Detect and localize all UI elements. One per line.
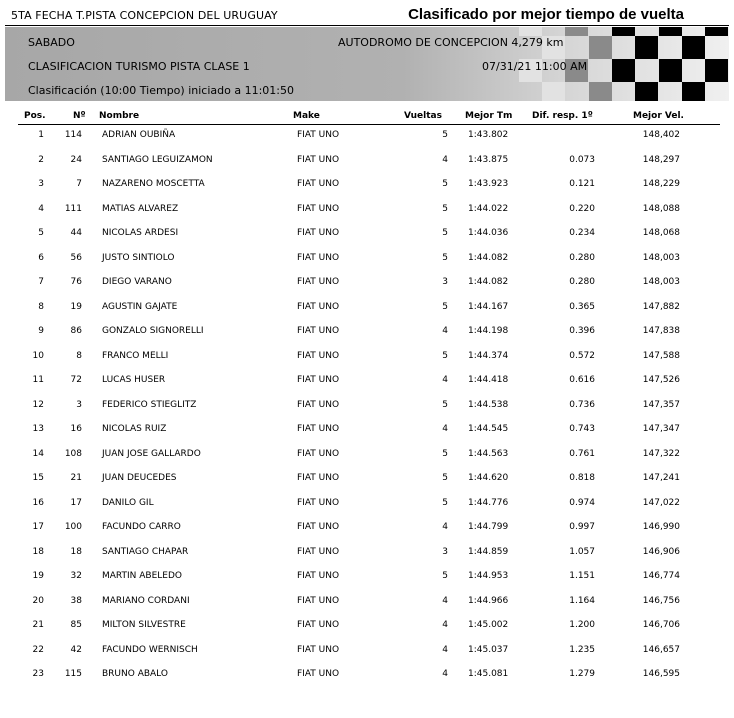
cell-number: 17: [70, 497, 82, 508]
cell-pos: 17: [32, 522, 44, 532]
cell-make: FIAT UNO: [297, 473, 340, 483]
cell-pos: 4: [38, 203, 44, 214]
table-header-divider: [18, 124, 720, 125]
cell-number: 24: [70, 154, 82, 165]
cell-pos: 13: [32, 424, 44, 434]
cell-pos: 8: [38, 301, 44, 312]
cell-best-speed: 147,357: [642, 399, 680, 410]
cell-best-time: 1:45.081: [468, 669, 509, 679]
cell-laps: 4: [442, 424, 448, 434]
cell-driver-name: NAZARENO MOSCETTA: [102, 179, 205, 189]
cell-best-speed: 146,756: [642, 595, 680, 606]
cell-driver-name: MATIAS ALVAREZ: [102, 203, 179, 214]
cell-laps: 5: [442, 301, 448, 312]
cell-pos: 11: [32, 375, 44, 385]
cell-pos: 14: [32, 448, 44, 459]
cell-laps: 5: [442, 179, 448, 189]
table-row: [0, 398, 734, 414]
cell-best-time: 1:44.859: [468, 546, 509, 557]
cell-driver-name: ADRIAN OUBIÑA: [102, 130, 176, 140]
cell-best-time: 1:43.802: [468, 130, 509, 140]
cell-laps: 4: [442, 644, 448, 655]
cell-gap: 1.235: [569, 644, 595, 655]
cell-make: FIAT UNO: [297, 522, 340, 532]
cell-best-speed: 148,297: [642, 154, 680, 165]
cell-make: FIAT UNO: [297, 571, 340, 581]
table-row: [0, 300, 734, 316]
cell-driver-name: JUSTO SINTIOLO: [102, 252, 175, 263]
cell-pos: 3: [38, 179, 44, 189]
cell-gap: 1.200: [569, 620, 595, 630]
cell-number: 100: [64, 522, 82, 532]
cell-best-speed: 147,526: [642, 375, 680, 385]
table-row: [0, 520, 734, 536]
session-datetime: 07/31/21 11:00 AM: [482, 60, 588, 73]
cell-number: 115: [64, 669, 82, 679]
cell-number: 86: [70, 326, 82, 336]
cell-gap: 0.365: [569, 301, 595, 312]
cell-best-time: 1:44.538: [468, 399, 509, 410]
col-best-time: Mejor Tm: [465, 111, 513, 121]
cell-pos: 5: [38, 228, 44, 238]
cell-make: FIAT UNO: [297, 228, 340, 238]
table-row: [0, 324, 734, 340]
cell-best-time: 1:44.545: [468, 424, 509, 434]
cell-make: FIAT UNO: [297, 130, 340, 140]
cell-pos: 6: [38, 252, 44, 263]
cell-gap: 0.974: [569, 497, 595, 508]
cell-driver-name: BRUNO ABALO: [102, 669, 168, 679]
cell-pos: 7: [38, 277, 44, 287]
cell-best-time: 1:44.022: [468, 203, 509, 214]
cell-driver-name: NICOLAS RUIZ: [102, 424, 167, 434]
col-name: Nombre: [99, 111, 140, 121]
cell-make: FIAT UNO: [297, 375, 340, 385]
cell-driver-name: AGUSTIN GAJATE: [102, 301, 178, 312]
cell-gap: 0.818: [569, 473, 595, 483]
cell-best-time: 1:44.620: [468, 473, 509, 483]
cell-driver-name: FACUNDO CARRO: [102, 522, 181, 532]
cell-number: 111: [64, 203, 82, 214]
table-row: [0, 153, 734, 169]
cell-number: 56: [70, 252, 82, 263]
cell-make: FIAT UNO: [297, 350, 340, 361]
cell-laps: 5: [442, 350, 448, 361]
cell-laps: 4: [442, 522, 448, 532]
cell-gap: 0.997: [569, 522, 595, 532]
table-row: [0, 128, 734, 144]
cell-make: FIAT UNO: [297, 546, 340, 557]
cell-best-time: 1:45.037: [468, 644, 509, 655]
col-best-speed: Mejor Vel.: [633, 111, 684, 121]
cell-best-speed: 146,657: [642, 644, 680, 655]
cell-laps: 5: [442, 130, 448, 140]
table-row: [0, 177, 734, 193]
cell-number: 32: [70, 571, 82, 581]
table-row: [0, 471, 734, 487]
cell-best-time: 1:44.082: [468, 277, 509, 287]
cell-number: 72: [70, 375, 82, 385]
session-banner: [5, 27, 729, 101]
cell-driver-name: SANTIAGO LEGUIZAMON: [102, 154, 213, 165]
table-row: [0, 618, 734, 634]
cell-driver-name: DIEGO VARANO: [102, 277, 172, 287]
col-laps: Vueltas: [404, 111, 442, 121]
cell-number: 42: [70, 644, 82, 655]
cell-number: 3: [76, 399, 82, 410]
col-number: Nº: [73, 111, 86, 121]
cell-make: FIAT UNO: [297, 301, 340, 312]
cell-best-time: 1:44.418: [468, 375, 509, 385]
col-pos: Pos.: [24, 111, 46, 121]
cell-make: FIAT UNO: [297, 669, 340, 679]
cell-best-speed: 148,003: [642, 252, 680, 263]
cell-number: 19: [70, 301, 82, 312]
cell-number: 108: [64, 448, 82, 459]
cell-best-speed: 147,347: [642, 424, 680, 434]
cell-best-speed: 148,068: [642, 228, 680, 238]
cell-make: FIAT UNO: [297, 326, 340, 336]
cell-driver-name: JUAN DEUCEDES: [102, 473, 177, 483]
cell-best-time: 1:45.002: [468, 620, 509, 630]
cell-best-speed: 146,706: [642, 620, 680, 630]
cell-best-speed: 148,402: [642, 130, 680, 140]
table-row: [0, 349, 734, 365]
cell-pos: 15: [32, 473, 44, 483]
cell-pos: 19: [32, 571, 44, 581]
col-make: Make: [293, 111, 320, 121]
cell-best-speed: 147,588: [642, 350, 680, 361]
cell-gap: 0.280: [569, 277, 595, 287]
cell-laps: 4: [442, 375, 448, 385]
cell-best-speed: 148,229: [642, 179, 680, 189]
table-row: [0, 643, 734, 659]
cell-number: 18: [70, 546, 82, 557]
cell-number: 7: [76, 179, 82, 189]
cell-laps: 5: [442, 252, 448, 263]
cell-make: FIAT UNO: [297, 252, 340, 263]
cell-driver-name: MILTON SILVESTRE: [102, 620, 186, 630]
cell-gap: 0.220: [569, 203, 595, 214]
cell-best-speed: 147,322: [642, 448, 680, 459]
table-row: [0, 594, 734, 610]
cell-driver-name: DANILO GIL: [102, 497, 154, 508]
cell-make: FIAT UNO: [297, 595, 340, 606]
cell-gap: 0.736: [569, 399, 595, 410]
cell-best-time: 1:44.374: [468, 350, 509, 361]
cell-laps: 5: [442, 399, 448, 410]
cell-pos: 23: [32, 669, 44, 679]
cell-pos: 9: [38, 326, 44, 336]
cell-pos: 22: [32, 644, 44, 655]
cell-number: 38: [70, 595, 82, 606]
table-row: [0, 447, 734, 463]
cell-gap: 0.743: [569, 424, 595, 434]
cell-make: FIAT UNO: [297, 644, 340, 655]
cell-best-time: 1:43.923: [468, 179, 509, 189]
cell-make: FIAT UNO: [297, 497, 340, 508]
cell-number: 21: [70, 473, 82, 483]
cell-make: FIAT UNO: [297, 399, 340, 410]
cell-driver-name: MARTIN ABELEDO: [102, 571, 182, 581]
cell-gap: 0.234: [569, 228, 595, 238]
cell-gap: 1.279: [569, 669, 595, 679]
cell-laps: 4: [442, 620, 448, 630]
col-gap: Dif. resp. 1º: [532, 111, 593, 121]
table-row: [0, 373, 734, 389]
cell-laps: 5: [442, 571, 448, 581]
session-day: SABADO: [28, 36, 75, 49]
cell-driver-name: JUAN JOSE GALLARDO: [102, 448, 201, 459]
cell-best-speed: 146,774: [642, 571, 680, 581]
cell-best-speed: 147,882: [642, 301, 680, 312]
cell-gap: 0.280: [569, 252, 595, 263]
cell-make: FIAT UNO: [297, 424, 340, 434]
header-divider: [5, 25, 729, 26]
cell-laps: 4: [442, 154, 448, 165]
cell-gap: 1.164: [569, 595, 595, 606]
report-title: Clasificado por mejor tiempo de vuelta: [408, 6, 684, 23]
cell-number: 85: [70, 620, 82, 630]
cell-make: FIAT UNO: [297, 448, 340, 459]
cell-driver-name: LUCAS HUSER: [102, 375, 166, 385]
cell-pos: 12: [32, 399, 44, 410]
cell-best-time: 1:43.875: [468, 154, 509, 165]
cell-gap: 0.396: [569, 326, 595, 336]
table-row: [0, 226, 734, 242]
cell-driver-name: SANTIAGO CHAPAR: [102, 546, 189, 557]
cell-pos: 20: [32, 595, 44, 606]
cell-best-time: 1:44.953: [468, 571, 509, 581]
cell-make: FIAT UNO: [297, 277, 340, 287]
cell-best-time: 1:44.563: [468, 448, 509, 459]
cell-best-time: 1:44.198: [468, 326, 509, 336]
cell-best-speed: 147,022: [642, 497, 680, 508]
cell-best-speed: 148,003: [642, 277, 680, 287]
cell-gap: 1.057: [569, 546, 595, 557]
cell-driver-name: FEDERICO STIEGLITZ: [102, 399, 197, 410]
cell-driver-name: FRANCO MELLI: [102, 350, 169, 361]
cell-make: FIAT UNO: [297, 203, 340, 214]
cell-laps: 5: [442, 473, 448, 483]
cell-laps: 5: [442, 448, 448, 459]
cell-laps: 4: [442, 326, 448, 336]
cell-laps: 4: [442, 595, 448, 606]
cell-number: 114: [64, 130, 82, 140]
track-name: AUTODROMO DE CONCEPCION 4,279 km: [338, 36, 564, 49]
cell-gap: 0.761: [569, 448, 595, 459]
cell-pos: 18: [32, 546, 44, 557]
table-row: [0, 496, 734, 512]
cell-make: FIAT UNO: [297, 620, 340, 630]
session-category: CLASIFICACION TURISMO PISTA CLASE 1: [28, 60, 250, 73]
cell-pos: 16: [32, 497, 44, 508]
cell-gap: 0.073: [569, 154, 595, 165]
event-name: 5TA FECHA T.PISTA CONCEPCION DEL URUGUAY: [11, 9, 278, 22]
cell-best-time: 1:44.167: [468, 301, 509, 312]
cell-make: FIAT UNO: [297, 179, 340, 189]
cell-number: 76: [70, 277, 82, 287]
cell-gap: 1.151: [569, 571, 595, 581]
cell-best-time: 1:44.082: [468, 252, 509, 263]
table-row: [0, 667, 734, 683]
cell-laps: 5: [442, 228, 448, 238]
cell-pos: 2: [38, 154, 44, 165]
cell-number: 16: [70, 424, 82, 434]
cell-gap: 0.572: [569, 350, 595, 361]
cell-pos: 21: [32, 620, 44, 630]
table-row: [0, 251, 734, 267]
table-row: [0, 275, 734, 291]
session-info: Clasificación (10:00 Tiempo) iniciado a 11:01:50: [28, 84, 294, 97]
cell-laps: 5: [442, 203, 448, 214]
table-row: [0, 202, 734, 218]
cell-best-speed: 147,838: [642, 326, 680, 336]
cell-best-speed: 146,595: [642, 669, 680, 679]
cell-laps: 3: [442, 546, 448, 557]
table-row: [0, 422, 734, 438]
cell-gap: 0.121: [569, 179, 595, 189]
cell-best-speed: 146,906: [642, 546, 680, 557]
cell-pos: 10: [32, 350, 44, 361]
cell-number: 44: [70, 228, 82, 238]
cell-pos: 1: [38, 130, 44, 140]
cell-best-speed: 147,241: [642, 473, 680, 483]
cell-make: FIAT UNO: [297, 154, 340, 165]
cell-best-speed: 146,990: [642, 522, 680, 532]
cell-driver-name: MARIANO CORDANI: [102, 595, 190, 606]
cell-best-speed: 148,088: [642, 203, 680, 214]
cell-number: 8: [76, 350, 82, 361]
table-row: [0, 545, 734, 561]
cell-laps: 5: [442, 497, 448, 508]
cell-driver-name: GONZALO SIGNORELLI: [102, 326, 204, 336]
cell-driver-name: FACUNDO WERNISCH: [102, 644, 198, 655]
cell-driver-name: NICOLAS ARDESI: [102, 228, 179, 238]
cell-gap: 0.616: [569, 375, 595, 385]
table-row: [0, 569, 734, 585]
cell-laps: 3: [442, 277, 448, 287]
cell-best-time: 1:44.966: [468, 595, 509, 606]
cell-laps: 4: [442, 669, 448, 679]
cell-best-time: 1:44.799: [468, 522, 509, 532]
cell-best-time: 1:44.036: [468, 228, 509, 238]
cell-best-time: 1:44.776: [468, 497, 509, 508]
